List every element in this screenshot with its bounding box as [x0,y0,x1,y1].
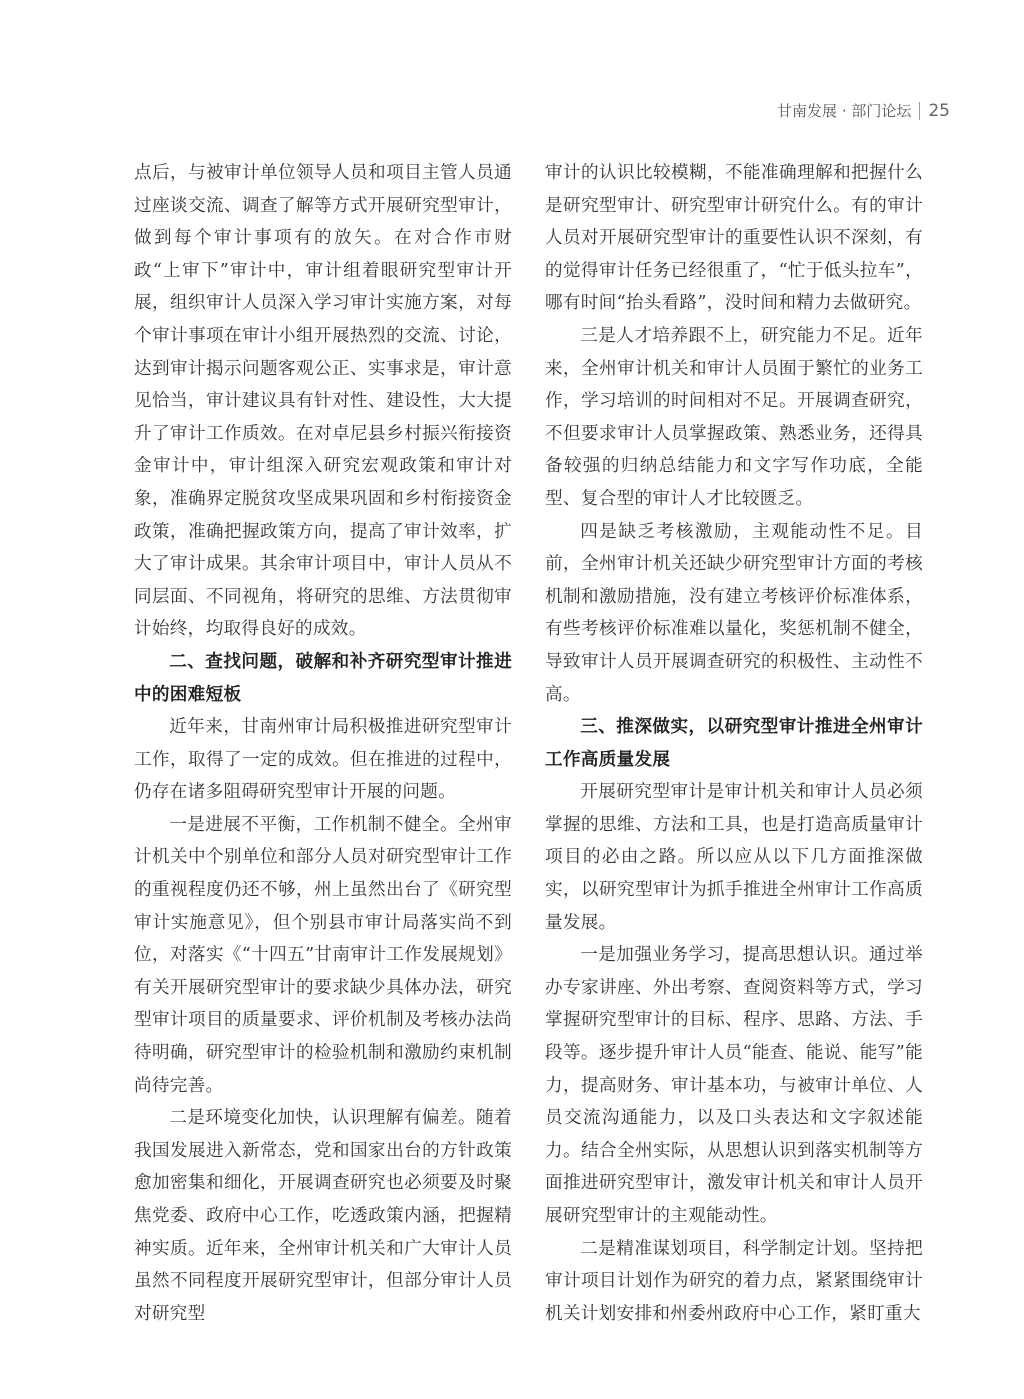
header-title: 甘南发展 · 部门论坛 [777,102,912,120]
paragraph: 一是加强业务学习，提高思想认识。通过举办专家讲座、外出考察、查阅资料等方式，学习掌握研究型审计的目标、程序、思路、方法、手段等。逐步提升审计人员“能查、能说、能写”能力，提高财务、审计基本功，与被审计单位、人员交流沟通能力，以及口头表达和文字叙述能力。结合全州实际，从思想认识到落实机制等方面推进研究型审计，激发审计机关和审计人员开展研究型审计的主观能动性。 [545,945,923,1226]
section-heading: 三、推深做实，以研究型审计推进全州审计工作高质量发展 [545,716,923,770]
right-column [545,157,923,1330]
paragraph: 审计的认识比较模糊，不能准确理解和把握什么是研究型审计、研究型审计研究什么。有的审计人员对开展研究型审计的重要性认识不深刻，有的觉得审计任务已经很重了，“忙于低头拉车”，哪有时间“抬头看路”，没时间和精力去做研究。 [545,163,923,314]
paragraph: 二是环境变化加快，认识理解有偏差。随着我国发展进入新常态，党和国家出台的方针政策愈加密集和细化，开展调查研究也必须要及时聚焦党委、政府中心工作，吃透政策内涵，把握精神实质。近年来，全州审计机关和广大审计人员虽然不同程度开展研究型审计，但部分审计人员对研究型 [134,1108,512,1324]
header-divider [919,102,920,120]
page-number: 25 [928,100,950,121]
left-column [134,157,512,1330]
paragraph: 点后，与被审计单位领导人员和项目主管人员通过座谈交流、调查了解等方式开展研究型审计，做到每个审计事项有的放矢。在对合作市财政“上审下”审计中，审计组着眼研究型审计开展，组织审计人员深入学习审计实施方案，对每个审计事项在审计小组开展热烈的交流、讨论，达到审计揭示问题客观公正、实事求是，审计意见恰当，审计建议具有针对性、建设性，大大提升了审计工作质效。在对卓尼县乡村振兴衔接资金审计中，审计组深入研究宏观政策和审计对象，准确界定脱贫攻坚成果巩固和乡村衔接资金政策，准确把握政策方向，提高了审计效率，扩大了审计成果。其余审计项目中，审计人员从不同层面、不同视角，将研究的思维、方法贯彻审计始终，均取得良好的成效。 [134,163,512,640]
paragraph: 三是人才培养跟不上，研究能力不足。近年来，全州审计机关和审计人员囿于繁忙的业务工作，学习培训的时间相对不足。开展调查研究，不但要求审计人员掌握政策、熟悉业务，还得具备较强的归纳总结能力和文字写作功底，全能型、复合型的审计人才比较匮乏。 [545,325,923,509]
running-header [777,100,950,121]
paragraph: 二是精准谋划项目，科学制定计划。坚持把审计项目计划作为研究的着力点，紧紧围绕审计机关计划安排和州委州政府中心工作，紧盯重大 [545,1238,923,1324]
paragraph: 开展研究型审计是审计机关和审计人员必须掌握的思维、方法和工具，也是打造高质量审计项目的必由之路。所以应从以下几方面推深做实，以研究型审计为抓手推进全州审计工作高质量发展。 [545,782,923,933]
section-heading: 二、查找问题，破解和补齐研究型审计推进中的困难短板 [134,650,512,705]
paragraph: 四是缺乏考核激励，主观能动性不足。目前，全州审计机关还缺少研究型审计方面的考核机制和激励措施，没有建立考核评价标准体系，有些考核评价标准难以量化，奖惩机制不健全，导致审计人员开展调查研究的积极性、主动性不高。 [545,521,923,705]
paragraph: 近年来，甘南州审计局积极推进研究型审计工作，取得了一定的成效。但在推进的过程中，仍存在诸多阻碍研究型审计开展的问题。 [134,717,512,803]
paragraph: 一是进展不平衡，工作机制不健全。全州审计机关中个别单位和部分人员对研究型审计工作的重视程度仍还不够，州上虽然出台了《研究型审计实施意见》，但个别县市审计局落实尚不到位，对落实《“十四五”甘南审计工作发展规划》有关开展研究型审计的要求缺少具体办法，研究型审计项目的质量要求、评价机制及考核办法尚待明确，研究型审计的检验机制和激励约束机制尚待完善。 [134,814,512,1096]
